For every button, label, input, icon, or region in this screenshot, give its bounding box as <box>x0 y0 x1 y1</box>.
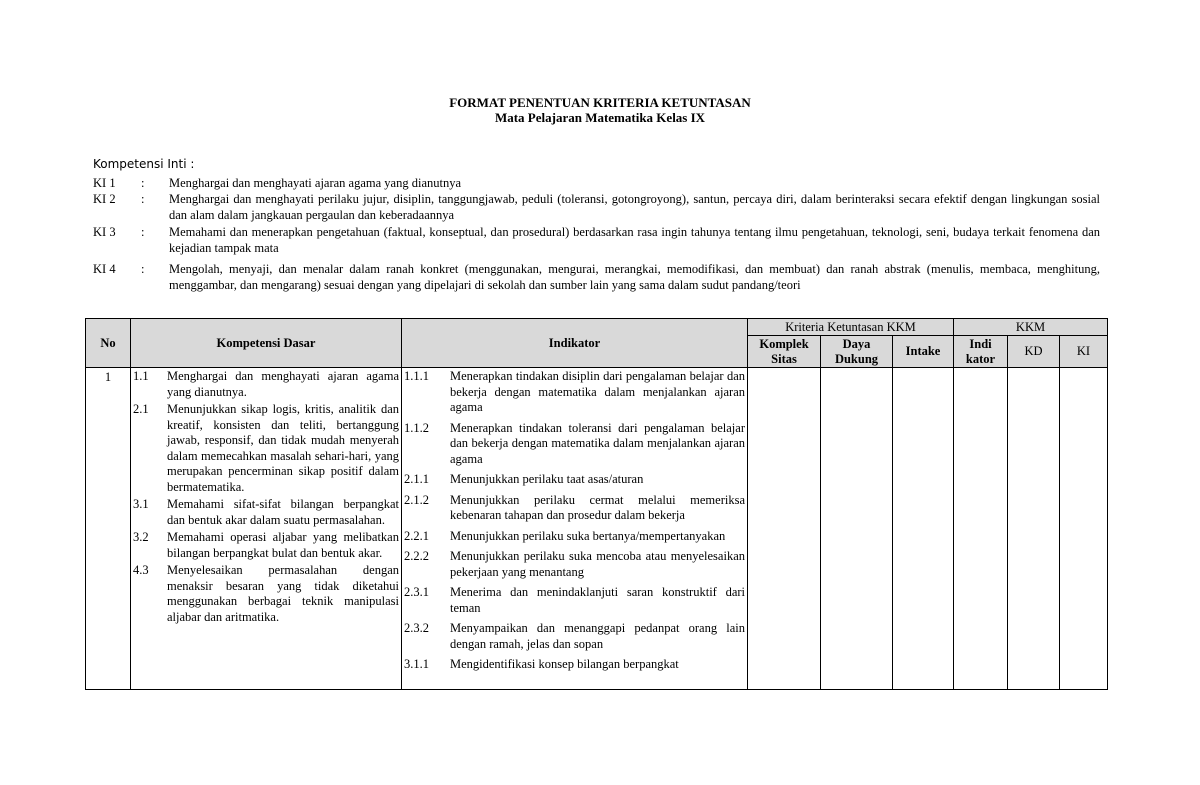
indikator-list <box>402 368 747 673</box>
header-kd: KD <box>1008 336 1060 368</box>
kompetensi-inti-heading: Kompetensi Inti : <box>93 157 195 171</box>
kd-text: Menyelesaikan permasalahan dengan menaksir besaran yang tidak diketahui menggunakan berbagai teknik manipulasi aljabar dan aritmatika. <box>167 563 399 624</box>
ki-colon: : <box>141 192 145 206</box>
indikator-item <box>404 369 745 416</box>
kd-number: 2.1 <box>133 402 149 416</box>
kd-text: Memahami sifat-sifat bilangan berpangkat dan bentuk akar dalam suatu permasalahan. <box>167 497 399 527</box>
kkm-ki-cell[interactable] <box>1060 368 1108 690</box>
indikator-text: Menerapkan tindakan toleransi dari pengalaman belajar dan bekerja dengan matematika dalam menjalankan ajaran agama <box>450 420 745 466</box>
kkm-kd-cell[interactable] <box>1008 368 1060 690</box>
header-no: No <box>86 319 131 368</box>
header-kompetensi-dasar: Kompetensi Dasar <box>131 319 402 368</box>
document-subtitle: Mata Pelajaran Matematika Kelas IX <box>494 110 706 125</box>
kompetensi-dasar-list <box>131 368 401 625</box>
ki-text: Menghargai dan menghayati perilaku jujur, disiplin, tanggungjawab, peduli (toleransi, gotongroyong), santun, percaya diri, dalam berinteraksi secara efektif dengan lingkungan sosial dan alam dalam jangkauan pergaulan dan keberadaannya <box>169 192 1100 222</box>
kd-item <box>133 369 399 400</box>
indikator-number: 2.3.2 <box>404 621 429 635</box>
indikator-number: 2.2.1 <box>404 528 429 543</box>
kompleksitas-cell[interactable] <box>748 368 821 690</box>
ki-item-4 <box>93 262 1100 293</box>
header-kkm: KKM <box>954 319 1108 336</box>
indikator-item <box>404 657 745 673</box>
header-indi-kator: Indi kator <box>954 336 1008 368</box>
kkm-indikator-cell[interactable] <box>954 368 1008 690</box>
ki-colon: : <box>141 225 145 239</box>
ki-colon: : <box>141 176 145 190</box>
kd-item <box>133 530 399 561</box>
ki-item-2 <box>93 192 1100 223</box>
kd-text: Memahami operasi aljabar yang melibatkan bilangan berpangkat bulat dan bentuk akar. <box>167 530 399 560</box>
indikator-number: 2.2.2 <box>404 549 429 563</box>
kd-item <box>133 402 399 495</box>
indikator-text: Menunjukkan perilaku cermat melalui memeriksa kebenaran tahapan dan prosedur dalam bekerja <box>450 492 745 522</box>
header-indikator: Indikator <box>402 319 748 368</box>
header-kriteria-ketuntasan: Kriteria Ketuntasan KKM <box>748 319 954 336</box>
indikator-item <box>404 472 745 488</box>
ki-colon: : <box>141 262 145 276</box>
indikator-item <box>404 585 745 616</box>
indikator-number: 1.1.1 <box>404 369 429 383</box>
indikator-text: Mengidentifikasi konsep bilangan berpangkat <box>450 657 679 671</box>
table-row <box>86 368 1108 690</box>
kd-number: 4.3 <box>133 563 149 577</box>
indikator-text: Menerapkan tindakan disiplin dari pengalaman belajar dan bekerja dengan matematika dalam menjalankan ajaran agama <box>450 369 745 414</box>
kd-text: Menghargai dan menghayati ajaran agama yang dianutnya. <box>167 369 399 399</box>
indikator-number: 2.1.1 <box>404 472 429 486</box>
ki-item-3 <box>93 225 1100 256</box>
kd-text: Menunjukkan sikap logis, kritis, analitik dan kreatif, konsisten dan teliti, bertanggung jawab, responsif, dan tidak mudah menyerah dalam memecahkan masalah sehari-hari, yang merupakan pencerminan sikap positif dalam bermatematika. <box>167 402 399 494</box>
indikator-item <box>404 621 745 652</box>
document-title: FORMAT PENENTUAN KRITERIA KETUNTASAN <box>449 95 751 110</box>
kd-number: 1.1 <box>133 369 149 383</box>
ki-text: Mengolah, menyaji, dan menalar dalam ranah konkret (menggunakan, mengurai, merangkai, memodifikasi, dan membuat) dan ranah abstrak (menulis, membaca, menghitung, menggambar, dan mengarang) sesuai dengan yang dipelajari di sekolah dan sumber lain yang sama dalam sudut pandang/teori <box>169 262 1100 292</box>
intake-cell[interactable] <box>893 368 954 690</box>
kd-item <box>133 563 399 625</box>
ki-text: Memahami dan menerapkan pengetahuan (faktual, konseptual, dan prosedural) berdasarkan rasa ingin tahunya tentang ilmu pengetahuan, teknologi, seni, budaya terkait fenomena dan kejadian tampak mata <box>169 225 1100 255</box>
indikator-number: 2.1.2 <box>404 492 429 507</box>
header-ki: KI <box>1060 336 1108 368</box>
indikator-item <box>404 529 745 545</box>
indikator-item <box>404 493 745 524</box>
indikator-number: 3.1.1 <box>404 657 429 671</box>
kd-number: 3.2 <box>133 530 149 544</box>
indikator-text: Menunjukkan perilaku suka mencoba atau menyelesaikan pekerjaan yang menantang <box>450 549 745 579</box>
header-daya-dukung: Daya Dukung <box>821 336 893 368</box>
indikator-number: 1.1.2 <box>404 420 429 435</box>
indikator-text: Menerima dan menindaklanjuti saran konstruktif dari teman <box>450 585 745 615</box>
indikator-item <box>404 421 745 468</box>
kd-number: 3.1 <box>133 497 149 511</box>
indikator-cell <box>402 368 748 690</box>
indikator-text: Menunjukkan perilaku taat asas/aturan <box>450 472 644 486</box>
kompetensi-dasar-cell <box>131 368 402 690</box>
kkm-table <box>85 318 1108 690</box>
ki-code: KI 4 <box>93 262 116 276</box>
ki-text: Menghargai dan menghayati ajaran agama yang dianutnya <box>169 176 462 190</box>
ki-item-1 <box>93 176 1100 192</box>
ki-code: KI 3 <box>93 225 116 239</box>
kd-item <box>133 497 399 528</box>
ki-code: KI 2 <box>93 192 116 206</box>
header-intake: Intake <box>893 336 954 368</box>
indikator-item <box>404 549 745 580</box>
indikator-number: 2.3.1 <box>404 585 429 599</box>
row-number: 1 <box>86 368 131 690</box>
document-header <box>0 95 1200 125</box>
daya-dukung-cell[interactable] <box>821 368 893 690</box>
indikator-text: Menunjukkan perilaku suka bertanya/mempertanyakan <box>450 528 726 543</box>
header-kompleksitas: Komplek Sitas <box>748 336 821 368</box>
indikator-text: Menyampaikan dan menanggapi pedanpat orang lain dengan ramah, jelas dan sopan <box>450 621 745 651</box>
ki-code: KI 1 <box>93 176 116 190</box>
